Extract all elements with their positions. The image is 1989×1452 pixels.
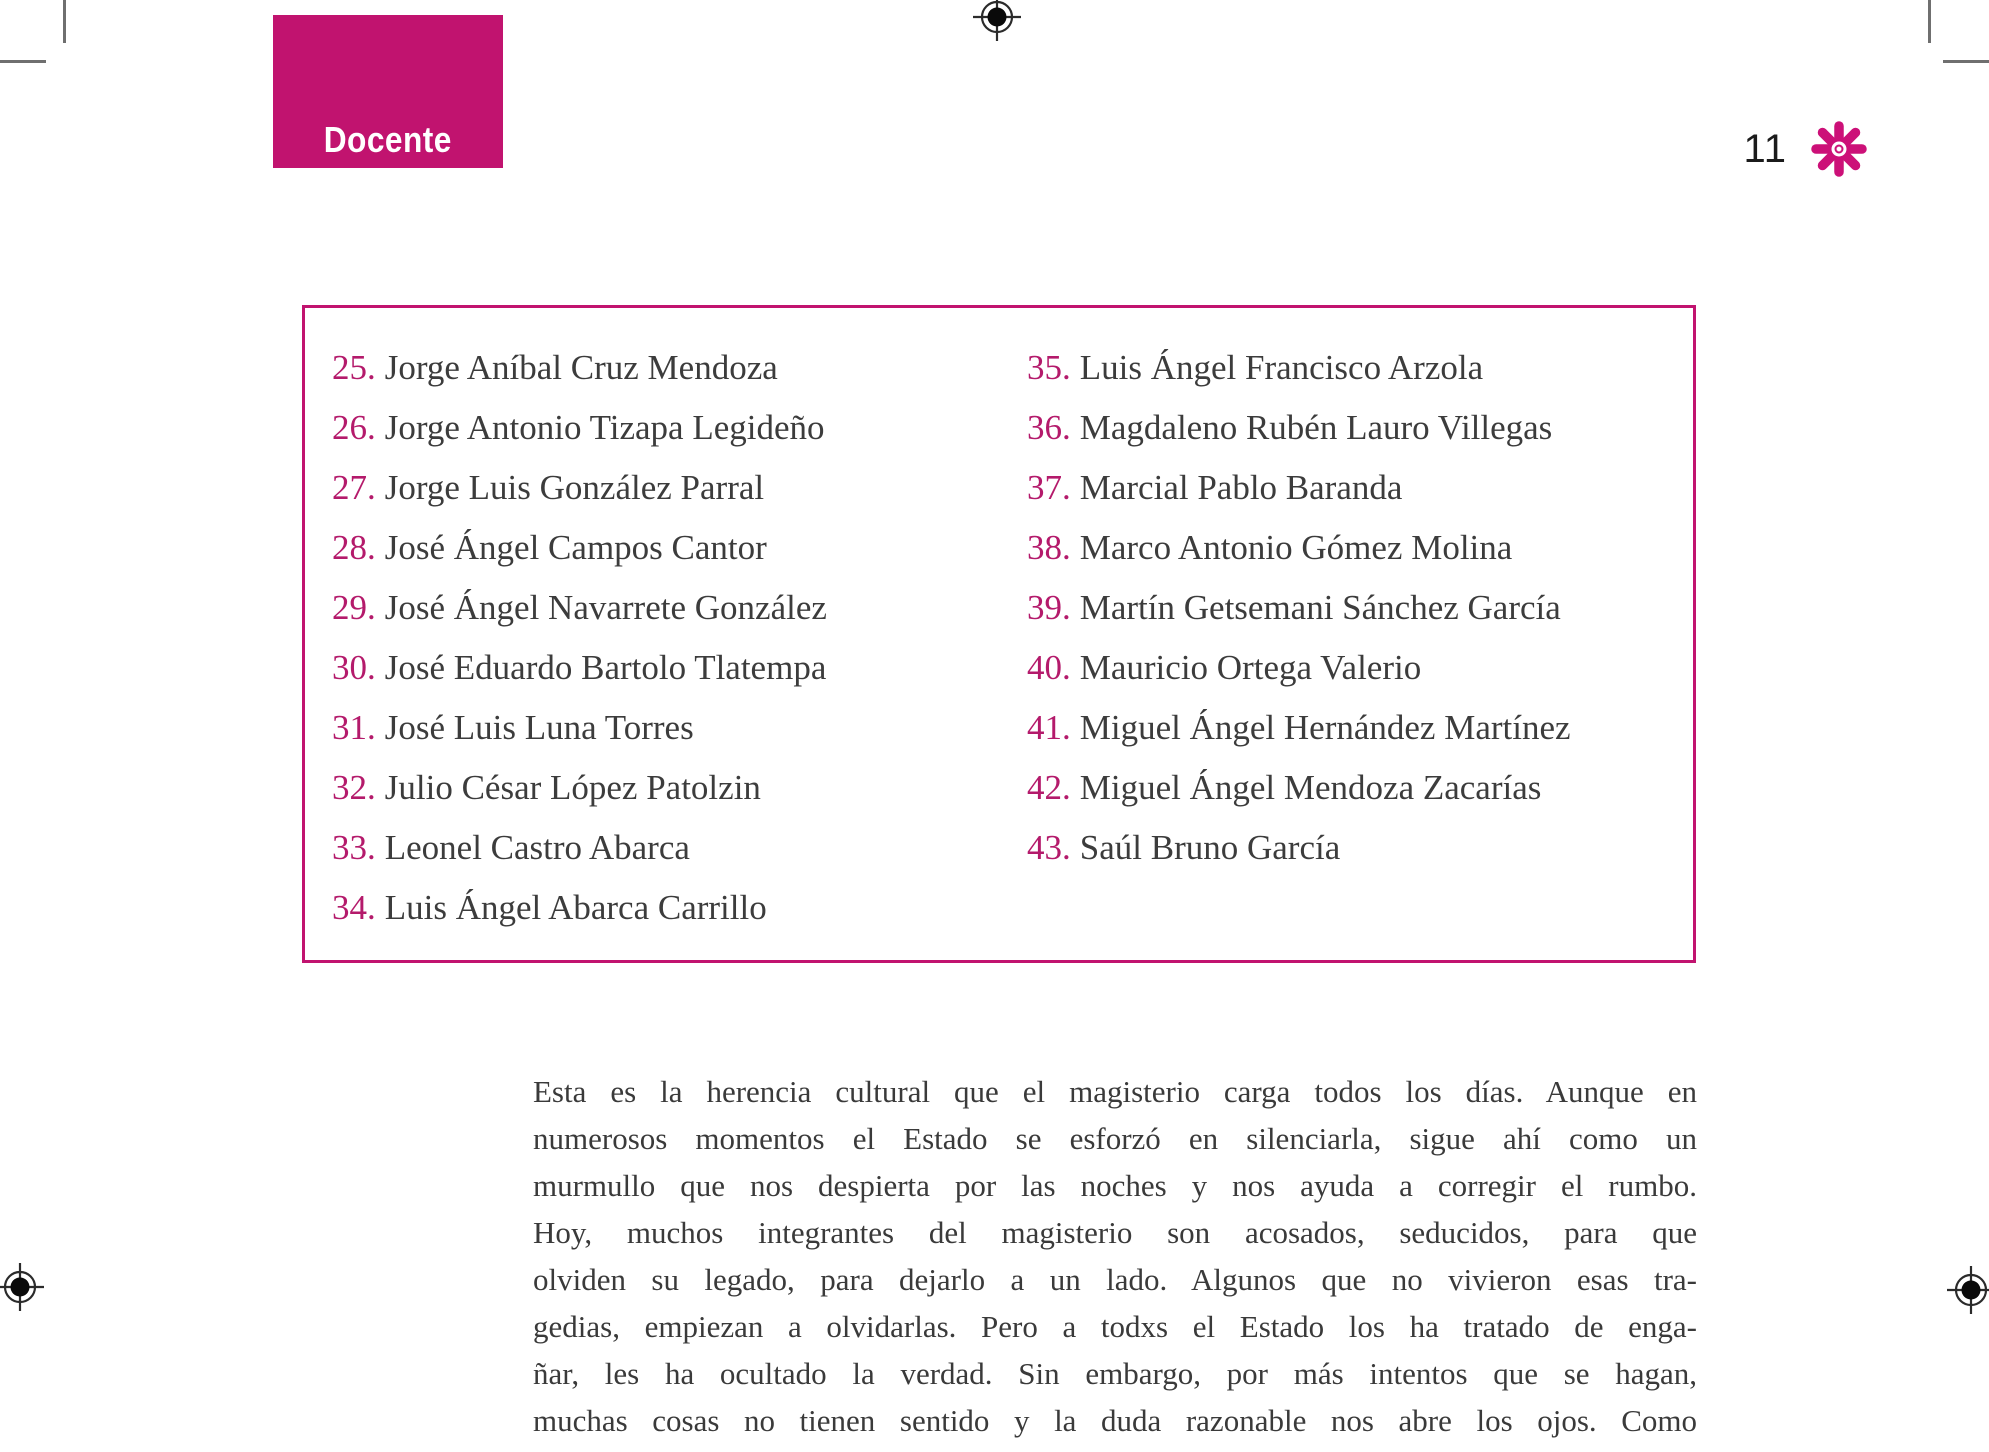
roster-item <box>1027 758 1571 818</box>
roster-item-name: Julio César López Patolzin <box>384 768 761 807</box>
roster-item-number: 40. <box>1027 648 1071 687</box>
paragraph-line: muchas cosas no tienen sentido y la duda razonable nos abre los ojos. Como <box>533 1403 1697 1438</box>
roster-item-name: Luis Ángel Francisco Arzola <box>1079 348 1484 387</box>
asterisk-flower-icon <box>1811 121 1867 177</box>
roster-item <box>332 818 827 878</box>
roster-column-left <box>332 338 827 938</box>
roster-item-name: Magdaleno Rubén Lauro Villegas <box>1079 408 1553 447</box>
roster-item-number: 31. <box>332 708 376 747</box>
page-number: 11 <box>1743 127 1787 171</box>
roster-item-name: Martín Getsemani Sánchez García <box>1079 588 1561 627</box>
roster-item-number: 35. <box>1027 348 1071 387</box>
roster-item-name: Leonel Castro Abarca <box>384 828 690 867</box>
crop-mark <box>63 0 66 43</box>
roster-item-number: 32. <box>332 768 376 807</box>
roster-item-number: 39. <box>1027 588 1071 627</box>
roster-item-name: José Luis Luna Torres <box>384 708 694 747</box>
roster-item-name: Miguel Ángel Mendoza Zacarías <box>1079 768 1542 807</box>
crop-mark <box>0 60 46 63</box>
crop-mark <box>1928 0 1931 43</box>
roster-item-name: José Ángel Navarrete González <box>384 588 827 627</box>
roster-item <box>332 578 827 638</box>
roster-item-name: Mauricio Ortega Valerio <box>1079 648 1422 687</box>
roster-item <box>1027 458 1571 518</box>
paragraph-line: murmullo que nos despierta por las noches y nos ayuda a corregir el rumbo. <box>533 1168 1697 1203</box>
roster-item-name: José Ángel Campos Cantor <box>384 528 767 567</box>
roster-item <box>332 878 827 938</box>
paragraph-line: Esta es la herencia cultural que el magisterio carga todos los días. Aunque en <box>533 1074 1697 1109</box>
body-paragraph <box>533 1068 1697 1444</box>
paragraph-line: numerosos momentos el Estado se esforzó en silenciarla, sigue ahí como un <box>533 1121 1697 1156</box>
roster-item-name: Marco Antonio Gómez Molina <box>1079 528 1513 567</box>
roster-item-number: 26. <box>332 408 376 447</box>
roster-item-name: Marcial Pablo Baranda <box>1079 468 1403 507</box>
roster-item-number: 25. <box>332 348 376 387</box>
roster-item-name: Jorge Luis González Parral <box>384 468 765 507</box>
registration-mark-icon <box>0 1259 48 1315</box>
roster-item-number: 34. <box>332 888 376 927</box>
roster-item <box>1027 398 1571 458</box>
roster-item-number: 38. <box>1027 528 1071 567</box>
roster-item <box>332 638 827 698</box>
section-tab-label: Docente <box>323 119 453 160</box>
section-tab <box>273 15 503 168</box>
paragraph-line: gedias, empiezan a olvidarlas. Pero a todxs el Estado los ha tratado de enga- <box>533 1309 1697 1344</box>
roster-item-name: Jorge Aníbal Cruz Mendoza <box>384 348 778 387</box>
crop-mark <box>1943 60 1989 63</box>
roster-item <box>332 758 827 818</box>
roster-item-number: 29. <box>332 588 376 627</box>
roster-item <box>332 698 827 758</box>
roster-item-number: 33. <box>332 828 376 867</box>
registration-mark-icon <box>1943 1262 1989 1318</box>
roster-item-number: 36. <box>1027 408 1071 447</box>
registration-mark-icon <box>969 0 1025 45</box>
roster-column-right <box>1027 338 1571 878</box>
roster-item <box>1027 338 1571 398</box>
roster-item-name: Miguel Ángel Hernández Martínez <box>1079 708 1571 747</box>
paragraph-line: Hoy, muchos integrantes del magisterio son acosados, seducidos, para que <box>533 1215 1697 1250</box>
roster-item <box>1027 818 1571 878</box>
roster-item-number: 37. <box>1027 468 1071 507</box>
roster-item-number: 27. <box>332 468 376 507</box>
roster-item-name: Jorge Antonio Tizapa Legideño <box>384 408 825 447</box>
paragraph-line: ñar, les ha ocultado la verdad. Sin embargo, por más intentos que se hagan, <box>533 1356 1697 1391</box>
roster-item-number: 43. <box>1027 828 1071 867</box>
roster-item <box>1027 578 1571 638</box>
roster-item-number: 42. <box>1027 768 1071 807</box>
roster-item <box>1027 638 1571 698</box>
roster-item <box>1027 518 1571 578</box>
roster-item-number: 41. <box>1027 708 1071 747</box>
folio <box>1743 120 1867 178</box>
roster-item-number: 28. <box>332 528 376 567</box>
roster-item <box>1027 698 1571 758</box>
roster-item <box>332 398 827 458</box>
roster-item-name: Saúl Bruno García <box>1079 828 1341 867</box>
roster-item-name: José Eduardo Bartolo Tlatempa <box>384 648 827 687</box>
roster-item-name: Luis Ángel Abarca Carrillo <box>384 888 767 927</box>
paragraph-line: olviden su legado, para dejarlo a un lado. Algunos que no vivieron esas tra- <box>533 1262 1697 1297</box>
roster-item <box>332 518 827 578</box>
roster-item <box>332 338 827 398</box>
roster-box <box>302 305 1696 963</box>
roster-item-number: 30. <box>332 648 376 687</box>
roster-item <box>332 458 827 518</box>
